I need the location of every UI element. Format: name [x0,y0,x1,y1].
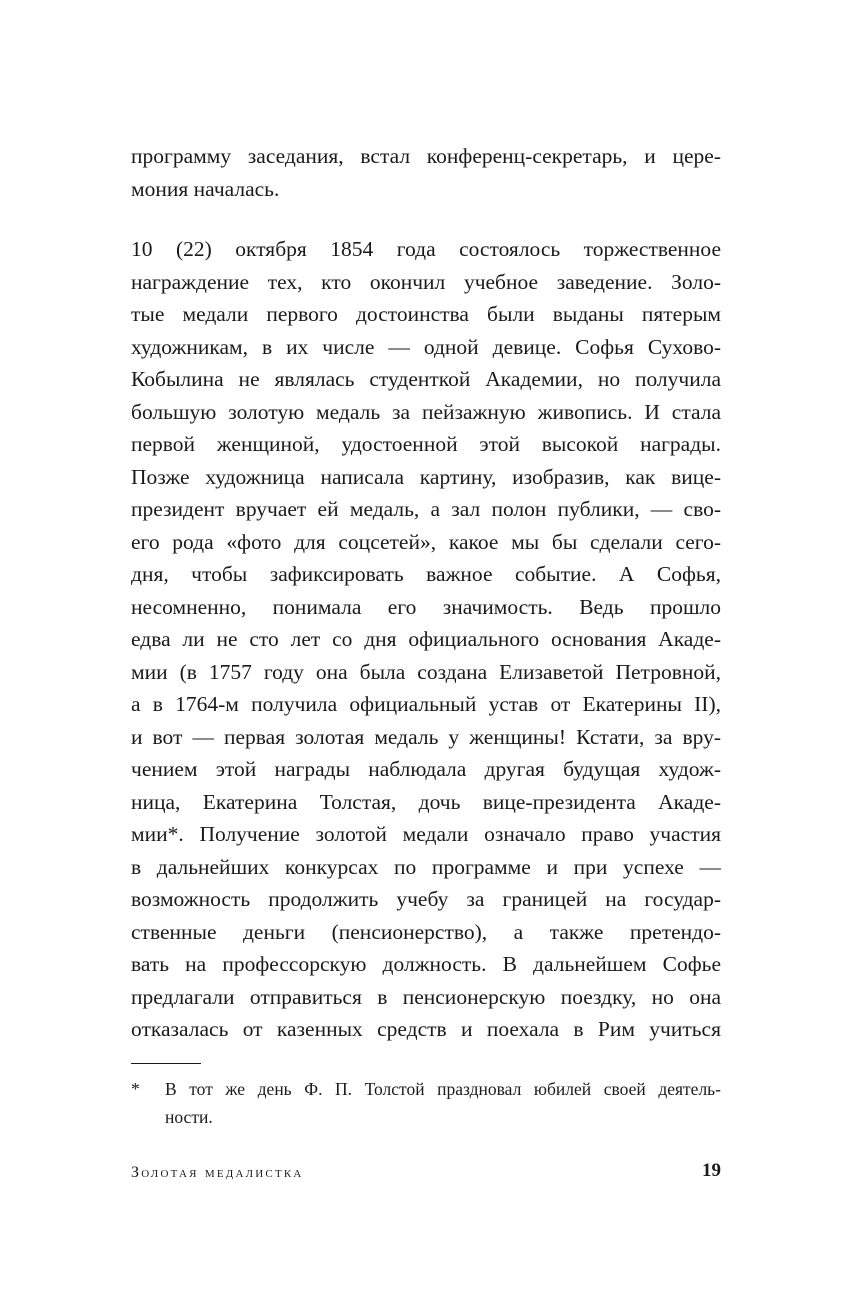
text-line: и вот — первая золотая медаль у женщины! Кстати, за вру- [131,724,721,749]
text-line: предлагали отправиться в пенсионерскую поездку, но она [131,984,721,1009]
text-line: Кобылина не являлась студенткой Академии, но получила [131,367,721,391]
text-line: мии*. Получение золотой медали означало право участия [131,822,721,846]
text-line: а в 1764-м получила официальный устав от Екатерины II), [131,692,721,716]
footnote-line: ности. [165,1107,213,1127]
text-line: едва ли не сто лет со дня официального основания Акаде- [131,627,721,651]
text-line: в дальнейших конкурсах по программе и при успехе — [131,854,721,879]
text-line: тые медали первого достоинства были выданы пятерым [131,302,721,326]
footnote-text [165,1075,721,1131]
text-line: большую золотую медаль за пейзажную живопись. И стала [131,399,721,424]
text-line: отказалась от казенных средств и поехала в Рим учиться [131,1017,721,1041]
text-line: чением этой награды наблюдала другая будущая худож- [131,757,721,781]
text-line: мония началась. [131,176,280,201]
book-page [131,0,721,1299]
text-line: дня, чтобы зафиксировать важное событие. А Софья, [131,562,721,586]
text-line: вать на профессорскую должность. В дальнейшем Софье [131,952,721,976]
paragraph-continuation [131,140,721,205]
text-line: несомненно, понимала его значимость. Ведь прошло [131,594,721,619]
text-line: президент вручает ей медаль, а зал полон публики, — сво- [131,497,721,521]
text-line: ственные деньги (пенсионерство), а также претендо- [131,919,721,944]
text-line: его рода «фото для соцсетей», какое мы бы сделали сего- [131,529,721,554]
text-line: ница, Екатерина Толстая, дочь вице-президента Акаде- [131,789,721,814]
page-number: 19 [702,1160,721,1181]
footnote-divider [131,1063,201,1064]
text-line: программу заседания, встал конференц-секретарь, и цере- [131,144,721,168]
footnote-asterisk: * [131,1079,140,1099]
text-line: возможность продолжить учебу за границей на государ- [131,887,721,911]
text-line: мии (в 1757 году она была создана Елизаветой Петровной, [131,659,721,684]
text-line: Позже художница написала картину, изобразив, как вице- [131,464,721,489]
text-line: 10 (22) октября 1854 года состоялось торжественное [131,237,721,261]
text-line: первой женщиной, удостоенной этой высокой награды. [131,432,721,456]
running-title: Золотая медалистка [131,1164,304,1181]
paragraph-main [131,233,721,1046]
footnote-line: В тот же день Ф. П. Толстой праздновал юбилей своей деятель- [165,1079,721,1099]
text-line: награждение тех, кто окончил учебное заведение. Золо- [131,269,721,294]
text-line: художникам, в их числе — одной девице. Софья Сухово- [131,334,721,359]
